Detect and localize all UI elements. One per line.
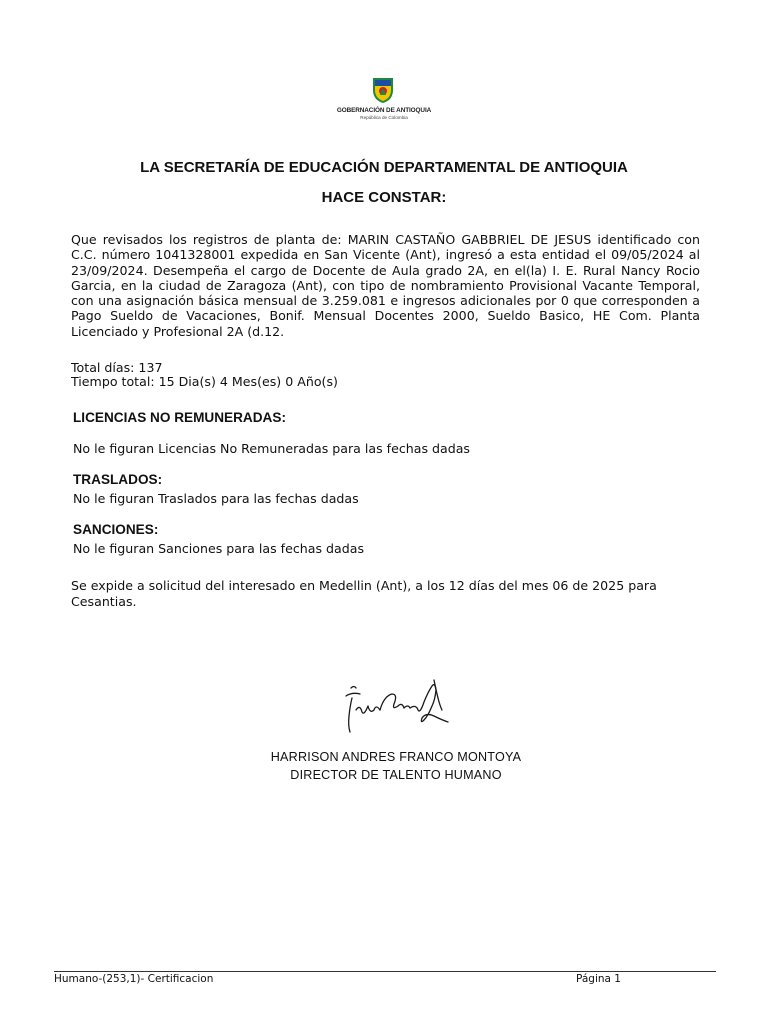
signature-image [338,676,458,738]
logo-org-name: GOBERNACIÓN DE ANTIOQUIA [336,107,432,114]
coat-of-arms-icon [371,76,395,104]
closing-paragraph: Se expide a solicitud del interesado en Medellin (Ant), a los 12 días del mes 06 de 2025 para Cesantias. [71,578,657,609]
sanciones-text: No le figuran Sanciones para las fechas dadas [73,541,365,556]
licencias-text: No le figuran Licencias No Remuneradas para las fechas dadas [73,441,470,456]
certificate-paragraph: Que revisados los registros de planta de: MARIN CASTAÑO GABBRIEL DE JESUS identificado con C.C. número 1041328001 expedida en San Vicente (Ant), ingresó a esta entidad el 09/05/2024 al 23/09/2024. Desempeña el cargo de Docente de Aula grado 2A, en el(la) I. E. Rural Nancy Rocio Garcia, en la ciudad de Zaragoza (Ant), con tipo de nombramiento Provisional Vacante Temporal, con una asignación básica mensual de 3.259.081 e ingresos adicionales por 0 que corresponden a Pago Sueldo de Vacaciones, Bonif. Mensual Docentes 2000, Sueldo Basico, HE Com. Planta Licenciado y Profesional 2A (d.12. [71,232,700,339]
logo-country: República de Colombia [360,115,408,120]
traslados-text: No le figuran Traslados para las fechas dadas [73,491,359,506]
document-subtitle: HACE CONSTAR: [321,189,447,206]
total-time: Tiempo total: 15 Dia(s) 4 Mes(es) 0 Año(s) [71,374,338,389]
footer-divider [54,971,716,972]
sanciones-heading: SANCIONES: [73,522,159,537]
traslados-heading: TRASLADOS: [73,472,163,487]
licencias-heading: LICENCIAS NO REMUNERADAS: [73,410,286,425]
footer-page-number: Página 1 [576,973,621,985]
signer-role: DIRECTOR DE TALENTO HUMANO [290,768,502,782]
signer-name: HARRISON ANDRES FRANCO MONTOYA [270,750,522,764]
gobernacion-logo [333,76,435,126]
total-days: Total días: 137 [71,360,163,375]
footer-document-id: Humano-(253,1)- Certificacion [54,973,214,985]
document-title: LA SECRETARÍA DE EDUCACIÓN DEPARTAMENTAL DE ANTIOQUIA [140,159,628,176]
